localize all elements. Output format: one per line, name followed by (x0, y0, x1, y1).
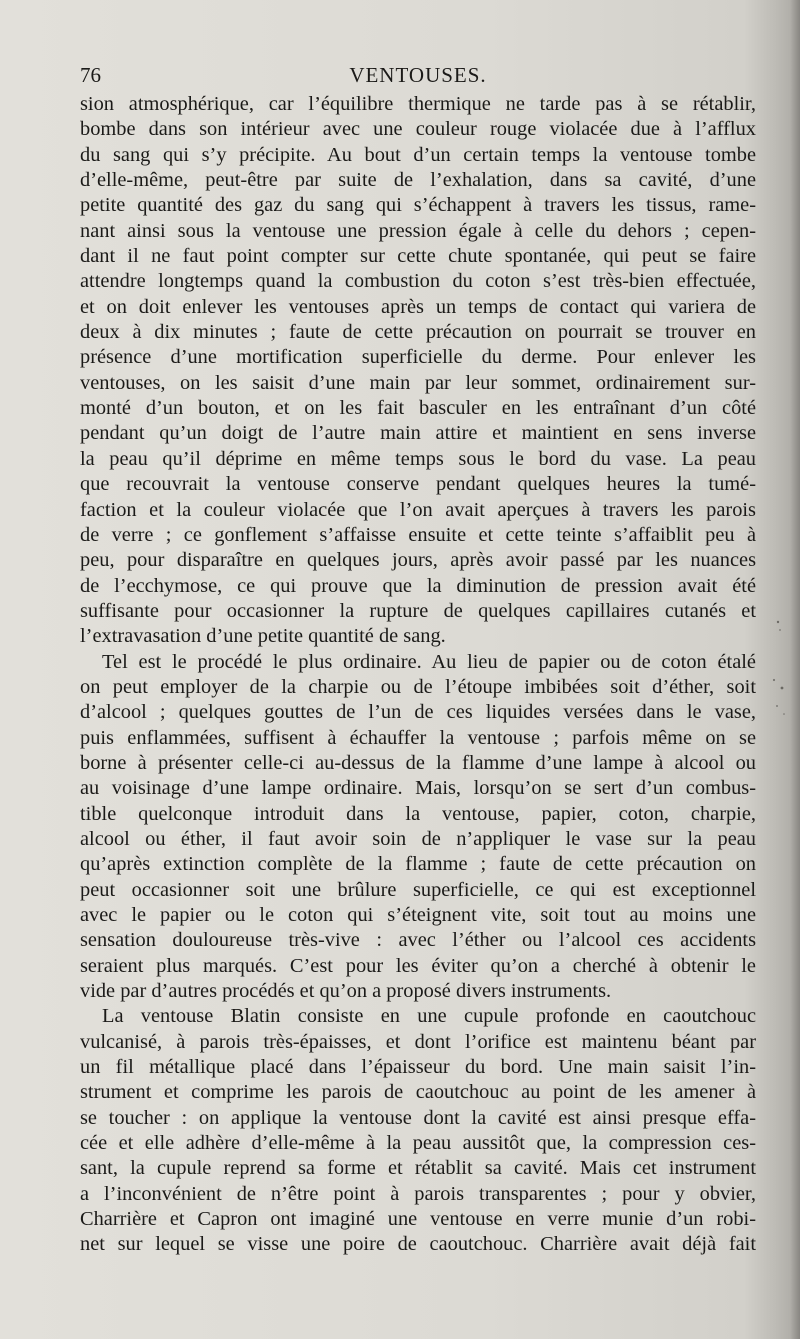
text-line: attendre longtemps quand la combustion du coton s’est très-bien effectuée, (80, 270, 756, 293)
text-line: de verre ; ce gonflement s’affaisse ensuite et cette teinte s’affaiblit peu à (80, 523, 756, 546)
text-line: présence d’une mortification superficielle du derme. Pour enlever les (80, 346, 756, 369)
text-line: la peau qu’il déprime en même temps sous le bord du vase. La peau (80, 447, 756, 470)
text-line: d’elle-même, peut-être par suite de l’exhalation, dans sa cavité, d’une (80, 169, 756, 192)
text-line: pendant qu’un doigt de l’autre main attire et maintient en sens inverse (80, 422, 756, 445)
text-line: net sur lequel se visse une poire de caoutchouc. Charrière avait déjà fait (80, 1233, 756, 1256)
paragraph-start-line: Tel est le procédé le plus ordinaire. Au lieu de papier ou de coton étalé (102, 650, 756, 673)
text-line: seraient plus marqués. C’est pour les éviter qu’on a cherché à obtenir le (80, 954, 756, 977)
page-header (80, 60, 756, 90)
text-line: vulcanisé, à parois très-épaisses, et dont l’orifice est maintenu béant par (80, 1030, 756, 1053)
text-line: de l’ecchymose, ce qui prouve que la diminution de pression avait été (80, 574, 756, 597)
text-line: peu, pour disparaître en quelques jours, après avoir passé par les nuances (80, 549, 756, 572)
text-line: bombe dans son intérieur avec une couleur rouge violacée due à l’afflux (80, 118, 756, 141)
text-line: sant, la cupule reprend sa forme et rétablit sa cavité. Mais cet instrument (80, 1157, 756, 1180)
paragraph-end-line: vide par d’autres procédés et qu’on a proposé divers instruments. (80, 980, 612, 1003)
text-line: et on doit enlever les ventouses après un temps de contact qui variera de (80, 295, 756, 318)
text-line: d’alcool ; quelques gouttes de l’un de ces liquides versées dans le vase, (80, 701, 756, 724)
page-number: 76 (80, 63, 101, 87)
paper-specks (760, 610, 790, 740)
text-line: se toucher : on applique la ventouse dont la cavité est ainsi presque effa- (80, 1106, 756, 1129)
text-line: strument et comprime les parois de caoutchouc au point de les amener à (80, 1081, 756, 1104)
text-line: dant il ne faut point compter sur cette chute spontanée, qui peut se faire (80, 245, 756, 268)
text-line: borne à présenter celle-ci au-dessus de la flamme d’une lampe à alcool ou (80, 751, 756, 774)
text-line: peut occasionner soit une brûlure superficielle, ce qui est exceptionnel (80, 878, 756, 901)
text-line: monté d’un bouton, et on les fait basculer en les entraînant d’un côté (80, 397, 756, 420)
text-line: au voisinage d’une lampe ordinaire. Mais, lorsqu’on se sert d’un combus- (80, 777, 756, 800)
body-text (80, 92, 756, 1258)
text-line: faction et la couleur violacée que l’on avait aperçues à travers les parois (80, 498, 756, 521)
text-line: petite quantité des gaz du sang qui s’échappent à travers les tissus, rame- (80, 194, 756, 217)
text-line: Charrière et Capron ont imaginé une ventouse en verre munie d’un robi- (80, 1208, 756, 1231)
text-line: deux à dix minutes ; faute de cette précaution on pourrait se trouver en (80, 321, 756, 344)
text-line: cée et elle adhère d’elle-même à la peau aussitôt que, la compression ces- (80, 1132, 756, 1155)
text-line: nant ainsi sous la ventouse une pression égale à celle du dehors ; cepen- (80, 219, 756, 242)
running-title: VENTOUSES. (349, 63, 487, 87)
text-line: a l’inconvénient de n’être point à parois transparentes ; pour y obvier, (80, 1182, 756, 1205)
paragraph-start-line: La ventouse Blatin consiste en une cupule profonde en caoutchouc (102, 1005, 756, 1028)
text-line: qu’après extinction complète de la flamme ; faute de cette précaution on (80, 853, 756, 876)
text-line: sion atmosphérique, car l’équilibre thermique ne tarde pas à se rétablir, (80, 93, 756, 115)
text-line: on peut employer de la charpie ou de l’étoupe imbibées soit d’éther, soit (80, 675, 756, 698)
text-line: tible quelconque introduit dans la ventouse, papier, coton, charpie, (80, 802, 756, 825)
text-line: un fil métallique placé dans l’épaisseur du bord. Une main saisit l’in- (80, 1056, 756, 1079)
text-line: sensation douloureuse très-vive : avec l’éther ou l’alcool ces accidents (80, 929, 756, 952)
page-edge-shadow (790, 0, 800, 1339)
text-line: ventouses, on les saisit d’une main par leur sommet, ordinairement sur- (80, 371, 756, 394)
text-line: avec le papier ou le coton qui s’éteignent vite, soit tout au moins une (80, 904, 756, 926)
text-line: alcool ou éther, il faut avoir soin de n’appliquer le vase sur la peau (80, 827, 756, 850)
paragraph-end-line: l’extravasation d’une petite quantité de sang. (80, 625, 446, 648)
text-line: que recouvrait la ventouse conserve pendant quelques heures la tumé- (80, 473, 756, 496)
text-line: du sang qui s’y précipite. Au bout d’un certain temps la ventouse tombe (80, 143, 756, 166)
text-line: suffisante pour occasionner la rupture de quelques capillaires cutanés et (80, 599, 756, 622)
text-line: puis enflammées, suffisent à échauffer la ventouse ; parfois même on se (80, 726, 756, 749)
